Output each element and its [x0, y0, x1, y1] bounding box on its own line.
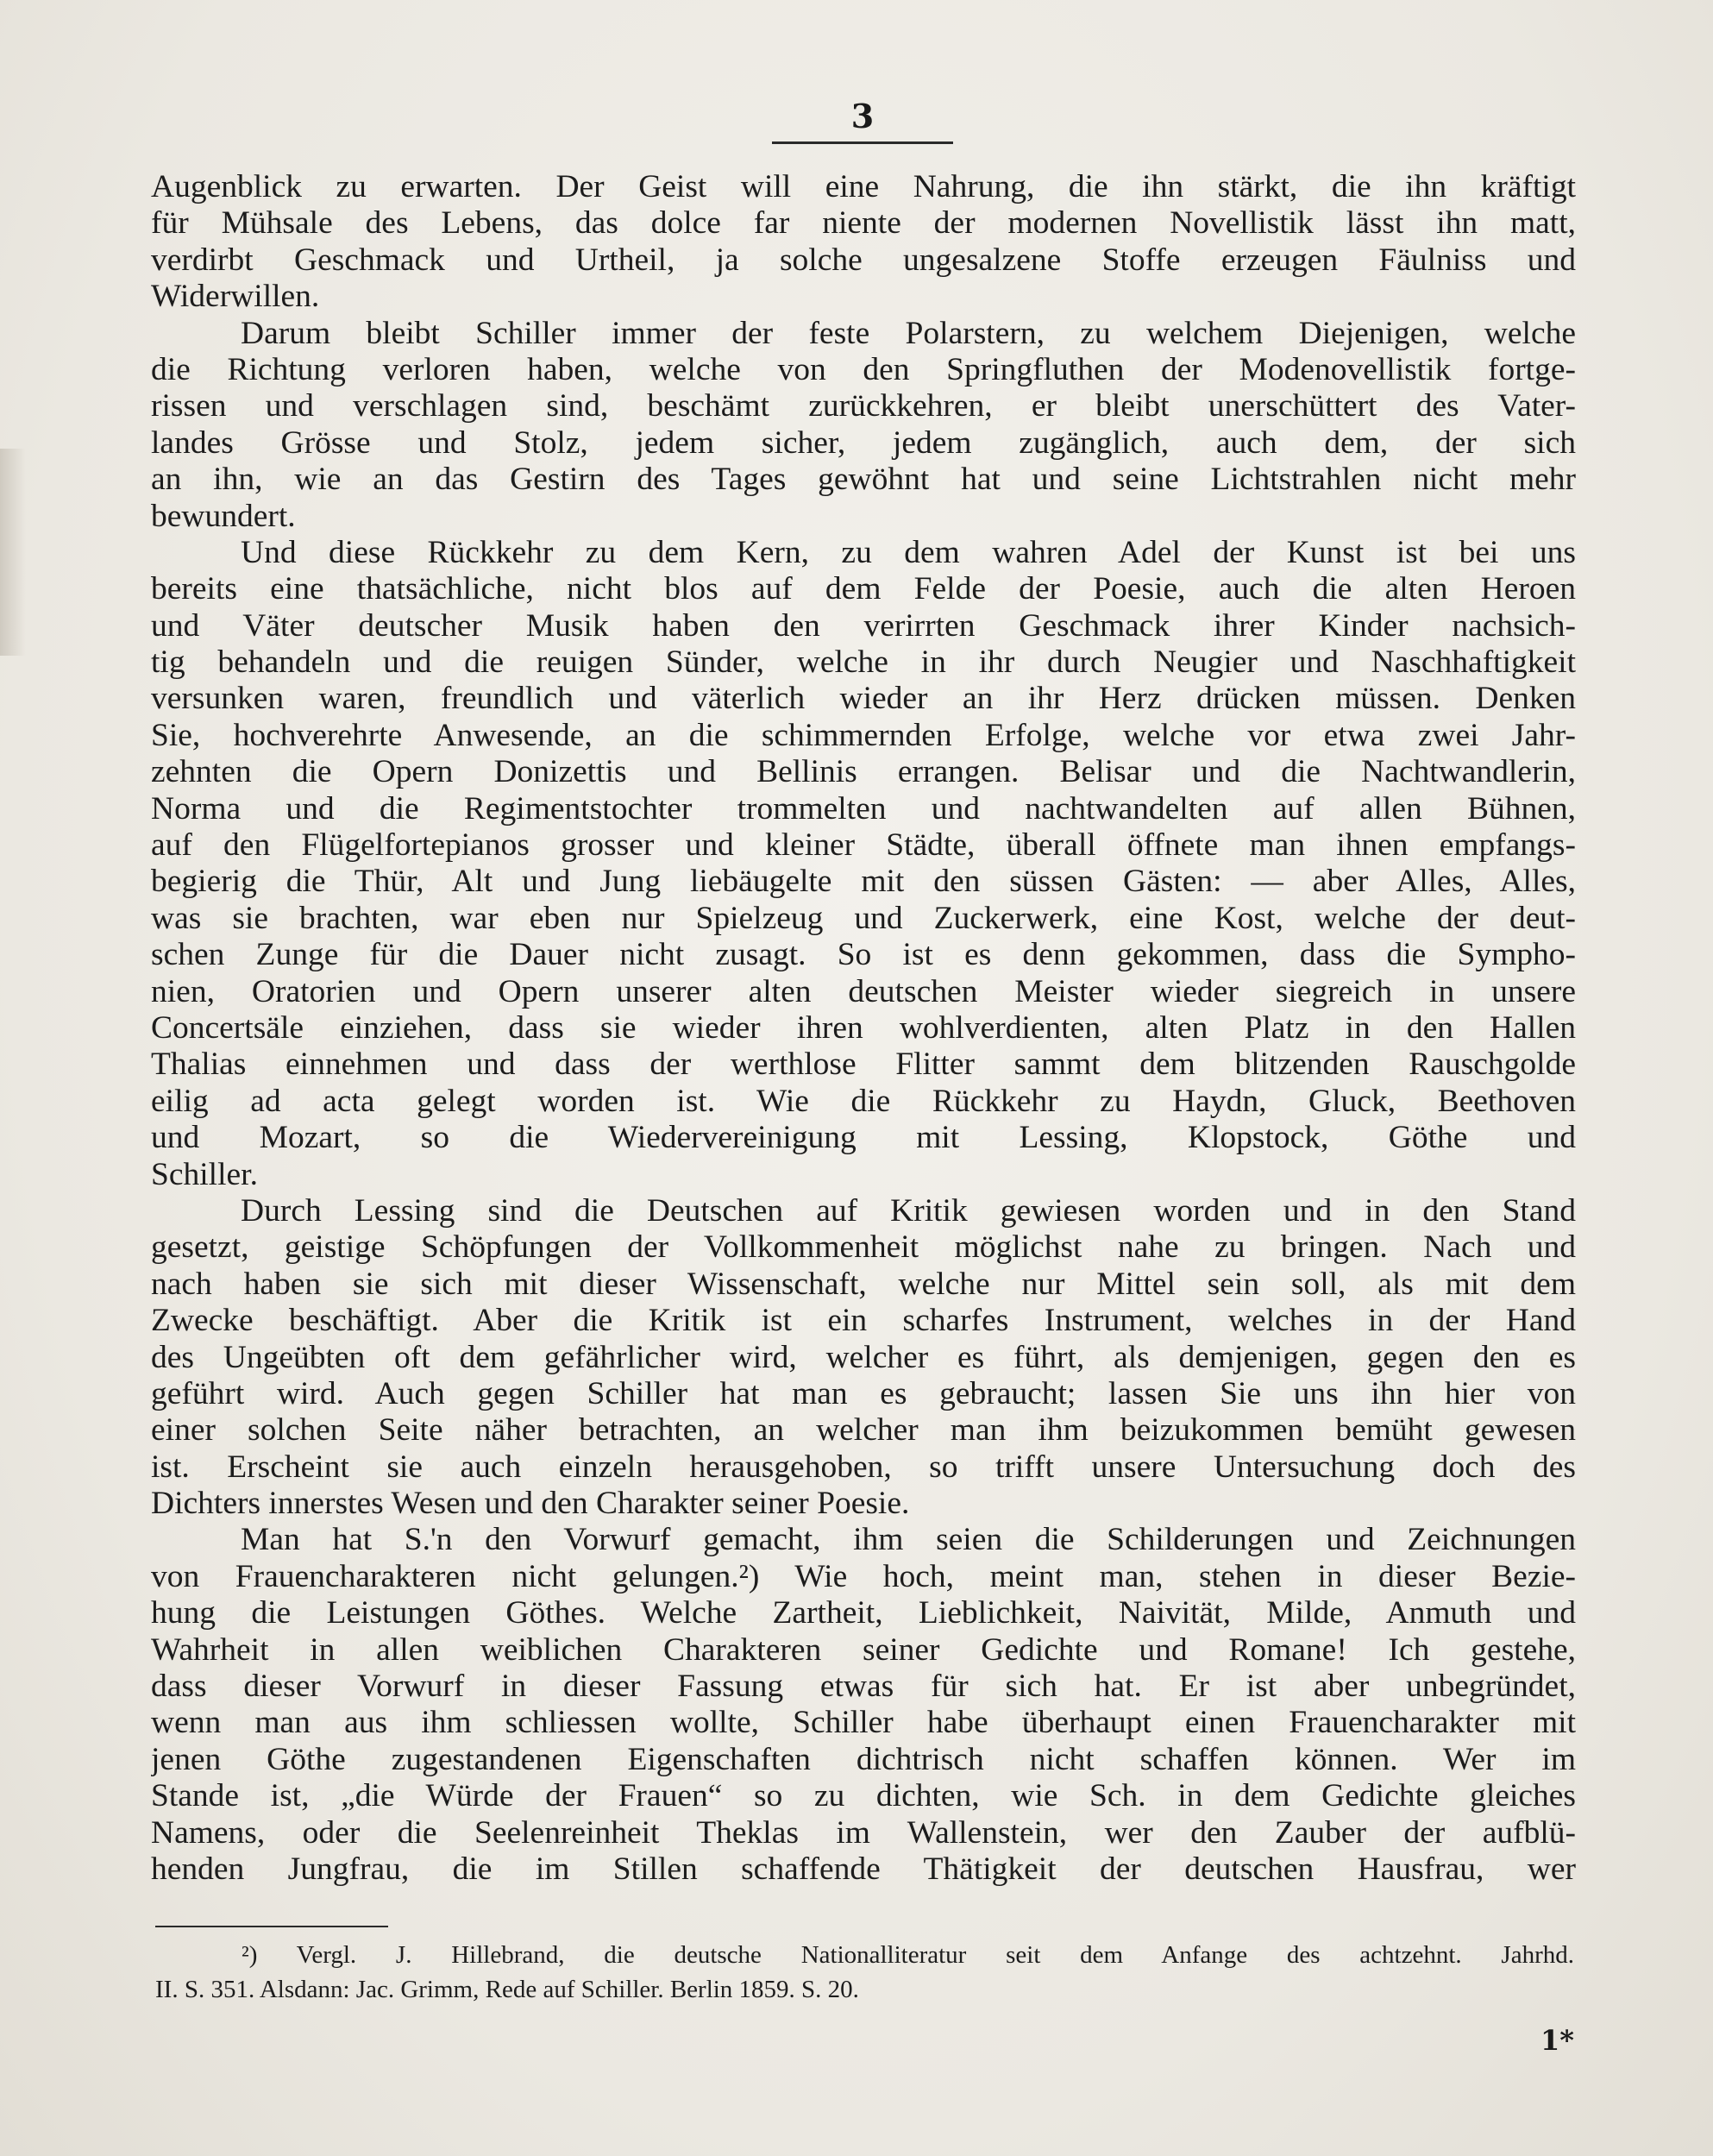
- text-line: begierig die Thür, Alt und Jung liebäugelte mit den süssen Gästen: — aber Alles, Alles,: [151, 864, 1576, 900]
- text-line: für Mühsale des Lebens, das dolce far niente der modernen Novellistik lässt ihn matt,: [151, 205, 1576, 242]
- text-line: die Richtung verloren haben, welche von den Springfluthen der Modenovellistik fortge-: [151, 351, 1576, 387]
- text-line: Darum bleibt Schiller immer der feste Polarstern, zu welchem Diejenigen, welche: [241, 315, 1576, 351]
- text-line: bereits eine thatsächliche, nicht blos auf dem Felde der Poesie, auch die alten Heroen: [151, 571, 1576, 607]
- text-line: geführt wird. Auch gegen Schiller hat man es gebraucht; lassen Sie uns ihn hier von: [151, 1375, 1576, 1411]
- text-line: Und diese Rückkehr zu dem Kern, zu dem wahren Adel der Kunst ist bei uns: [241, 534, 1576, 570]
- text-line: tig behandeln und die reuigen Sünder, welche in ihr durch Neugier und Naschhaftigkeit: [151, 644, 1576, 681]
- printer-signature: 1*: [1540, 2024, 1574, 2057]
- text-line: zehnten die Opern Donizettis und Bellinis errangen. Belisar und die Nachtwandlerin,: [151, 754, 1576, 790]
- text-line: henden Jungfrau, die im Stillen schaffende Thätigkeit der deutschen Hausfrau, wer: [151, 1851, 1576, 1887]
- text-line: Sie, hochverehrte Anwesende, an die schimmernden Erfolge, welche vor etwa zwei Jahr-: [151, 717, 1576, 753]
- text-line: gesetzt, geistige Schöpfungen der Vollkommenheit möglichst nahe zu bringen. Nach und: [151, 1229, 1576, 1266]
- text-line: Durch Lessing sind die Deutschen auf Kritik gewiesen worden und in den Stand: [241, 1192, 1576, 1229]
- text-line: jenen Göthe zugestandenen Eigenschaften dichtrisch nicht schaffen können. Wer im: [151, 1741, 1576, 1777]
- text-line: dass dieser Vorwurf in dieser Fassung etwas für sich hat. Er ist aber unbegründet,: [151, 1669, 1576, 1705]
- text-line: landes Grösse und Stolz, jedem sicher, jedem zugänglich, auch dem, der sich: [151, 424, 1576, 461]
- text-line: an ihn, wie an das Gestirn des Tages gewöhnt hat und seine Lichtstrahlen nicht mehr: [151, 462, 1576, 498]
- text-line: und Mozart, so die Wiedervereinigung mit Lessing, Klopstock, Göthe und: [151, 1120, 1576, 1156]
- text-line: und Väter deutscher Musik haben den verirrten Geschmack ihrer Kinder nachsich-: [151, 607, 1576, 644]
- text-line: von Frauencharakteren nicht gelungen.²) Wie hoch, meint man, stehen in dieser Bezie-: [151, 1558, 1576, 1594]
- text-line: wenn man aus ihm schliessen wollte, Schiller habe überhaupt einen Frauencharakter mit: [151, 1705, 1576, 1741]
- text-line: Dichters innerstes Wesen und den Charakter seiner Poesie.: [151, 1486, 910, 1522]
- footnote-rule: [155, 1926, 388, 1927]
- text-line: Thalias einnehmen und dass der werthlose Flitter sammt dem blitzenden Rauschgolde: [151, 1047, 1576, 1083]
- text-line: des Ungeübten oft dem gefährlicher wird, welcher es führt, als demjenigen, gegen den es: [151, 1339, 1576, 1375]
- page-number: 3: [850, 97, 875, 135]
- text-line: Concertsäle einziehen, dass sie wieder ihren wohlverdienten, alten Platz in den Hallen: [151, 1009, 1576, 1046]
- text-line: Norma und die Regimentstochter trommelten und nachtwandelten auf allen Bühnen,: [151, 790, 1576, 827]
- text-line: schen Zunge für die Dauer nicht zusagt. So ist es denn gekommen, dass die Sympho-: [151, 937, 1576, 973]
- text-line: Namens, oder die Seelenreinheit Theklas im Wallenstein, wer den Zauber der aufblü-: [151, 1814, 1576, 1851]
- text-line: Augenblick zu erwarten. Der Geist will eine Nahrung, die ihn stärkt, die ihn kräftigt: [151, 169, 1576, 204]
- page-fold-shadow: [0, 449, 26, 656]
- text-line: eilig ad acta gelegt worden ist. Wie die Rückkehr zu Haydn, Gluck, Beethoven: [151, 1083, 1576, 1119]
- text-line: rissen und verschlagen sind, beschämt zurückkehren, er bleibt unerschüttert des Vater-: [151, 388, 1576, 424]
- header-rule: [772, 141, 953, 144]
- text-line: nien, Oratorien und Opern unserer alten deutschen Meister wieder siegreich in unsere: [151, 973, 1576, 1009]
- text-line: hung die Leistungen Göthes. Welche Zartheit, Lieblichkeit, Naivität, Milde, Anmuth und: [151, 1595, 1576, 1631]
- text-line: Zwecke beschäftigt. Aber die Kritik ist ein scharfes Instrument, welches in der Hand: [151, 1303, 1576, 1339]
- text-line: Wahrheit in allen weiblichen Charakteren seiner Gedichte und Romane! Ich gestehe,: [151, 1631, 1576, 1668]
- text-line: versunken waren, freundlich und väterlich wieder an ihr Herz drücken müssen. Denken: [151, 681, 1576, 717]
- text-line: Man hat S.'n den Vorwurf gemacht, ihm seien die Schilderungen und Zeichnungen: [241, 1522, 1576, 1558]
- text-line: was sie brachten, war eben nur Spielzeug und Zuckerwerk, eine Kost, welche der deut-: [151, 900, 1576, 936]
- text-line: Schiller.: [151, 1156, 258, 1192]
- text-line: ist. Erscheint sie auch einzeln herausgehoben, so trifft unsere Untersuchung doch des: [151, 1449, 1576, 1485]
- text-line: bewundert.: [151, 498, 296, 534]
- text-line: Widerwillen.: [151, 279, 320, 315]
- text-line: auf den Flügelfortepianos grosser und kleiner Städte, überall öffnete man ihnen empfangs-: [151, 827, 1576, 864]
- body-text: [151, 169, 1576, 1888]
- footnote-line: ²) Vergl. J. Hillebrand, die deutsche Nationalliteratur seit dem Anfange des achtzehnt. Jahrhd.: [242, 1941, 1574, 1969]
- footnote: [155, 1938, 1574, 2007]
- footnote-line: II. S. 351. Alsdann: Jac. Grimm, Rede auf Schiller. Berlin 1859. S. 20.: [155, 1976, 859, 2003]
- text-line: Stande ist, „die Würde der Frauen“ so zu dichten, wie Sch. in dem Gedichte gleiches: [151, 1778, 1576, 1814]
- text-line: nach haben sie sich mit dieser Wissenschaft, welche nur Mittel sein soll, als mit dem: [151, 1266, 1576, 1302]
- text-line: verdirbt Geschmack und Urtheil, ja solche ungesalzene Stoffe erzeugen Fäulniss und: [151, 242, 1576, 278]
- text-line: einer solchen Seite näher betrachten, an welcher man ihm beizukommen bemüht gewesen: [151, 1412, 1576, 1449]
